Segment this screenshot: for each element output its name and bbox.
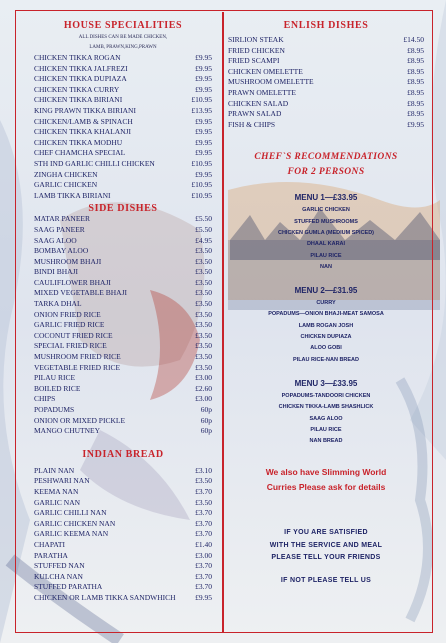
set-menu-dish: PILAU RICE-NAN BREAD [293,356,359,363]
item-name: MIXED VEGETABLE BHAJI [34,288,128,298]
indian-bread-list [34,466,212,604]
menu-item [228,35,424,46]
item-name: CHEF CHAMCHA SPECIAL [34,148,126,158]
item-price: £8.95 [407,56,424,66]
menu-item [34,180,212,191]
item-price: 60p [200,415,212,425]
item-name: MUSHROOM BHAJI [34,256,102,266]
item-price: £9.95 [195,137,212,147]
item-price: £9.95 [195,592,212,602]
item-name: PRAWN OMELETTE [228,87,296,97]
menu-item [34,487,212,498]
menu-item [34,363,212,374]
item-price: £9.95 [195,53,212,62]
item-price: £1.40 [195,539,212,549]
menu-item [228,67,424,78]
chefs-recommendations-title: CHEF`S RECOMMENDATIONS [254,152,398,163]
set-menu-dish: PILAU RICE [310,252,342,259]
set-menu [228,191,424,273]
slimming-line: Curries Please ask for details [266,482,386,493]
set-menu-dish: STUFFED MUSHROOMS [294,218,358,225]
menu-item [34,310,212,321]
house-specialities-note: ALL DISHES CAN BE MADE CHICKEN, [78,35,168,40]
item-name: GARLIC CHILLI NAN [34,508,107,518]
menu-item [34,117,212,128]
item-name: CHICKEN TIKKA KHALANJI [34,127,131,137]
item-price: £9.95 [407,119,424,129]
english-dishes-section [228,20,424,130]
item-price: £3.50 [195,497,212,507]
item-name: GARLIC CHICKEN NAN [34,518,116,528]
item-name: COCONUT FRIED RICE [34,330,113,340]
menu-item [34,582,212,593]
item-name: PRAWN SALAD [228,109,282,119]
menu-item [34,138,212,149]
feedback-line: IF NOT PLEASE TELL US [280,576,372,584]
menu-item [34,225,212,236]
item-price: £3.00 [195,394,212,404]
item-price: £3.50 [195,246,212,256]
chefs-recommendations-heading [228,150,424,180]
item-price: £9.95 [195,169,212,179]
left-column [34,20,212,604]
item-price: £3.50 [195,476,212,486]
menu-item [228,88,424,99]
menu-item [34,572,212,583]
set-menu-dish: DHAAL KARAI [306,241,346,248]
item-name: STUFFED NAN [34,561,85,571]
menu-item [34,127,212,138]
item-price: £3.00 [195,550,212,560]
menu-item [228,109,424,120]
item-price: £5.50 [195,224,212,234]
item-price: £9.95 [195,63,212,73]
item-price: £9.95 [195,116,212,126]
feedback-line: PLEASE TELL YOUR FRIENDS [271,554,381,562]
english-dishes-heading: ENLISH DISHES [283,20,369,31]
item-name: LAMB TIKKA BIRIANI [34,190,111,200]
menu-item [34,299,212,310]
menu-item [34,498,212,509]
item-name: PESHWARI NAN [34,476,90,486]
house-specialities-heading: HOUSE SPECIALITIES [63,20,183,31]
menu-item [34,508,212,519]
item-name: BOILED RICE [34,383,81,393]
set-menu-dish: SAAG ALOO [309,415,343,422]
menu-item [34,341,212,352]
set-menu-dish: CURRY [316,300,336,307]
item-name: BINDI BHAJI [34,267,78,277]
set-menu [228,284,424,366]
menu-item [34,373,212,384]
item-price: £3.70 [195,561,212,571]
item-name: CHICKEN OMELETTE [228,66,303,76]
menu-item [34,95,212,106]
menu-item [34,170,212,181]
item-name: GARLIC CHICKEN [34,180,98,190]
item-price: £8.95 [407,98,424,108]
item-price: £8.95 [407,66,424,76]
set-menu-dish: GARLIC CHICKEN [302,207,350,214]
item-price: £3.50 [195,330,212,340]
item-name: ZINGHA CHICKEN [34,169,98,179]
item-name: MUSHROOM OMELETTE [228,77,314,87]
item-name: GARLIC FRIED RICE [34,320,105,330]
item-name: ONION OR MIXED PICKLE [34,415,126,425]
menu-item [34,476,212,487]
item-name: CHAPATI [34,539,65,549]
menu-item [34,529,212,540]
item-price: £3.70 [195,518,212,528]
item-name: CAULIFLOWER BHAJI [34,277,111,287]
item-price: £13.95 [191,105,212,115]
item-price: £3.50 [195,277,212,287]
item-name: CHICKEN/LAMB & SPINACH [34,116,133,126]
set-menu-dish: NAN BREAD [309,438,343,445]
item-price: 60p [200,426,212,436]
set-menu [228,377,424,447]
item-name: GARLIC NAN [34,497,81,507]
item-name: SIRLION STEAK [228,35,284,44]
menu-item [34,257,212,268]
menu-item [34,53,212,64]
item-name: CHICKEN TIKKA DUPIAZA [34,74,127,84]
menu-item [34,384,212,395]
item-name: FRIED SCAMPI [228,56,280,66]
menu-item [34,405,212,416]
item-name: STH IND GARLIC CHILLI CHICKEN [34,158,155,168]
side-dishes-section [34,203,212,436]
item-name: KING PRAWN TIKKA BIRIANI [34,105,136,115]
item-price: £3.50 [195,299,212,309]
menu-item [34,426,212,437]
item-name: KULCHA NAN [34,571,83,581]
item-price: £3.50 [195,288,212,298]
menu-item [34,236,212,247]
menu-item [34,352,212,363]
menu-item [34,74,212,85]
item-name: CHICKEN OR LAMB TIKKA SANDWHICH [34,592,176,602]
menu-item [34,214,212,225]
set-menu-dish: ALOO GOBI [310,345,342,352]
house-specialities-list [34,53,212,201]
item-price: £3.50 [195,362,212,372]
set-menu-dish: CHICKEN GUMLA (MEDIUM SPICED) [277,229,375,236]
item-price: £8.95 [407,77,424,87]
item-name: CHICKEN SALAD [228,98,289,108]
item-price: 60p [200,405,212,414]
english-dishes-list [228,35,424,130]
item-name: TARKA DHAL [34,299,82,309]
house-specialities-note: LAMB, PRAWN,KING,PRAWN [89,45,157,50]
item-price: £8.95 [407,45,424,55]
item-price: £8.95 [407,87,424,97]
item-price: £3.70 [195,571,212,581]
item-price: £3.70 [195,582,212,592]
item-price: £9.95 [195,127,212,137]
slimming-world-notice [228,465,424,495]
item-price: £10.95 [191,95,212,105]
item-name: PARATHA [34,550,68,560]
side-dishes-heading: SIDE DISHES [88,203,158,215]
item-name: STUFFED PARATHA [34,582,103,592]
item-price: £2.60 [195,383,212,393]
menu-item [34,466,212,477]
item-price: £3.50 [195,352,212,362]
indian-bread-section [34,449,212,604]
feedback-line: WITH THE SERVICE AND MEAL [269,541,383,549]
item-name: MUSHROOM FRIED RICE [34,352,121,362]
item-price: £10.95 [191,180,212,190]
menu-item [228,77,424,88]
item-name: PLAIN NAN [34,465,75,475]
item-name: CHICKEN TIKKA ROGAN [34,53,121,62]
item-price: £10.95 [191,190,212,200]
set-menu-dish: POPADUMS-TANDOORI CHICKEN [281,392,371,399]
set-menu-title: MENU 1—£33.95 [294,193,358,203]
item-name: MATAR PANEER [34,214,91,224]
set-menu-title: MENU 2—£31.95 [294,286,358,296]
menu-item [228,120,424,131]
menu-item [34,159,212,170]
item-name: SAAG PANEER [34,224,85,234]
feedback-message [228,527,424,587]
menu-item [34,288,212,299]
column-divider [222,12,224,632]
item-price: £14.50 [403,35,424,44]
item-price: £3.00 [195,373,212,383]
set-menu-dish: PILAU RICE [310,426,342,433]
menu-item [34,320,212,331]
item-name: CHICKEN TIKKA BIRIANI [34,95,123,105]
set-menus [228,191,424,447]
item-name: CHICKEN TIKKA CURRY [34,84,120,94]
item-price: £9.95 [195,84,212,94]
item-price: £9.95 [195,148,212,158]
item-price: £3.50 [195,267,212,277]
item-price: £3.70 [195,529,212,539]
slimming-line: We also have Slimming World [265,467,387,478]
item-price: £3.50 [195,309,212,319]
chefs-recommendations-subtitle: FOR 2 PERSONS [287,167,365,178]
item-name: FRIED CHICKEN [228,45,285,55]
item-name: GARLIC KEEMA NAN [34,529,109,539]
item-name: CHICKEN TIKKA MODHU [34,137,123,147]
side-dishes-list [34,214,212,436]
item-price: £3.50 [195,341,212,351]
item-name: BOMBAY ALOO [34,246,89,256]
item-price: £10.95 [191,158,212,168]
item-name: PILAU RICE [34,373,76,383]
menu-item [228,56,424,67]
menu-item [34,416,212,427]
indian-bread-heading: INDIAN BREAD [82,448,164,460]
item-name: VEGETABLE FRIED RICE [34,362,121,372]
set-menu-dish: CHICKEN DUPIAZA [300,334,352,341]
menu-item [34,394,212,405]
menu-item [34,64,212,75]
feedback-line: IF YOU ARE SATISFIED [284,529,368,537]
menu-item [34,331,212,342]
menu-item [228,46,424,57]
menu-item [34,561,212,572]
set-menu-dish: NAN [320,263,332,270]
item-price: £4.95 [195,235,212,245]
set-menu-dish: POPADUMS—ONION BHAJI-MEAT SAMOSA [268,311,384,318]
item-name: CHIPS [34,394,56,404]
item-name: KEEMA NAN [34,486,79,496]
item-name: POPADUMS [34,405,75,414]
menu-item [228,99,424,110]
item-price: £5.50 [195,214,212,224]
item-name: ONION FRIED RICE [34,309,101,319]
item-price: £8.95 [407,109,424,119]
menu-item [34,540,212,551]
menu-item [34,593,212,604]
menu-item [34,519,212,530]
menu-item [34,85,212,96]
item-price: £3.70 [195,486,212,496]
menu-item [34,246,212,257]
house-specialities-section [34,20,212,201]
item-name: SPECIAL FRIED RICE [34,341,107,351]
set-menu-title: MENU 3—£33.95 [294,378,358,388]
item-price: £3.50 [195,256,212,266]
item-price: £3.10 [195,465,212,475]
menu-item [34,551,212,562]
item-price: £9.95 [195,74,212,84]
item-name: FISH & CHIPS [228,119,276,129]
right-column [228,20,424,587]
menu-item [34,148,212,159]
menu-item [34,191,212,202]
item-price: £3.70 [195,508,212,518]
menu-item [34,278,212,289]
item-price: £3.50 [195,320,212,330]
menu-item [34,267,212,278]
menu-item [34,106,212,117]
item-name: MANGO CHUTNEY [34,426,101,436]
set-menu-dish: CHICKEN TIKKA-LAMB SHASHLICK [278,404,374,411]
item-name: SAAG ALOO [34,235,77,245]
set-menu-dish: LAMB ROGAN JOSH [298,322,354,329]
item-name: CHICKEN TIKKA JALFREZI [34,63,128,73]
